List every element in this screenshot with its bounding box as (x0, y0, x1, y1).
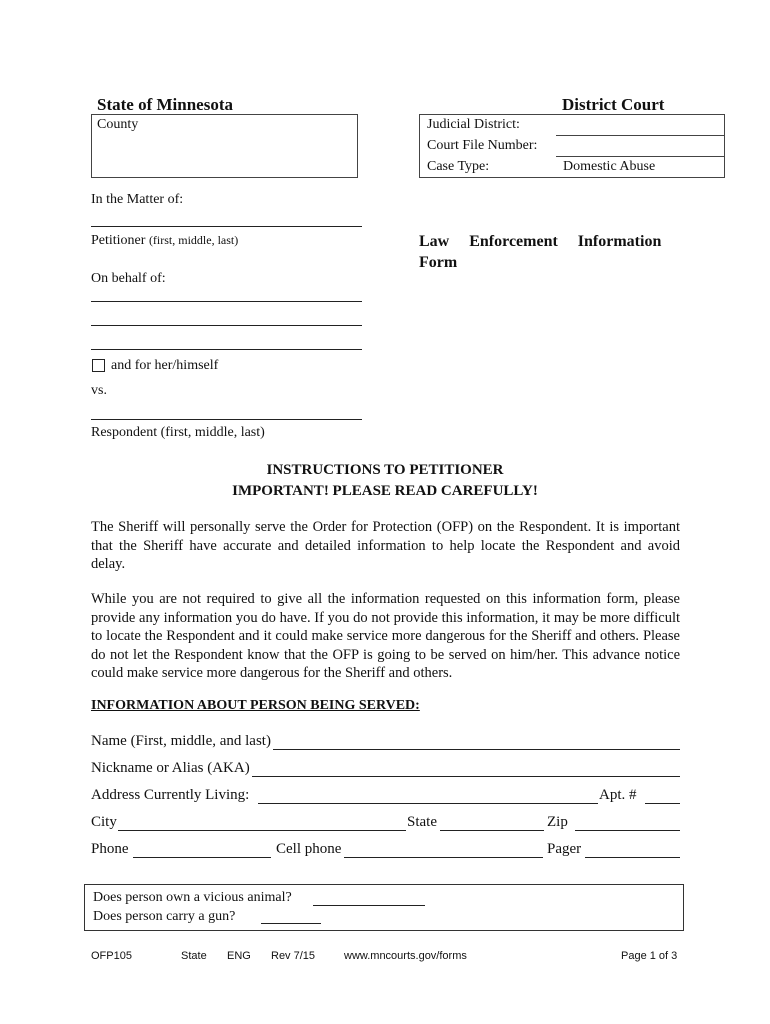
on-behalf-line-3[interactable] (91, 349, 362, 350)
name-row (91, 733, 680, 753)
alias-label: Nickname or Alias (AKA) (91, 760, 250, 776)
address-field[interactable] (258, 803, 598, 804)
carry-gun-question: Does person carry a gun? (93, 909, 236, 924)
on-behalf-line-2[interactable] (91, 325, 362, 326)
petitioner-note: (first, middle, last) (148, 233, 239, 247)
court-file-number-field[interactable] (556, 136, 724, 157)
alias-field[interactable] (252, 776, 680, 777)
footer-revision: Rev 7/15 (271, 950, 316, 962)
court-title: District Court (562, 95, 665, 114)
vs-label: vs. (91, 383, 107, 398)
judicial-district-label: Judicial District: (427, 117, 520, 132)
cell-phone-label: Cell phone (276, 841, 342, 857)
alias-row (91, 760, 680, 780)
city-label: City (91, 814, 117, 830)
judicial-district-field[interactable] (556, 115, 724, 136)
instructions-paragraph-2: While you are not required to give all the information requested on this information form, please provide any information you do have. If you do not provide this information, it may be more difficult to locate the Respondent and it could make service more dangerous for the Sheriff and others. Please do not let the Respondent know that the OFP is going to be served on him/her. This advance notice could make service more dangerous for the Sheriff and others. (91, 591, 680, 681)
in-the-matter-label: In the Matter of: (91, 192, 184, 207)
state-label: State (407, 814, 437, 830)
pager-label: Pager (547, 841, 582, 857)
apt-field[interactable] (645, 803, 680, 804)
respondent-label: Respondent (first, middle, last) (91, 425, 265, 440)
petitioner-name-line[interactable] (91, 226, 362, 227)
safety-questions-box (84, 884, 684, 931)
city-row (91, 814, 680, 834)
pager-field[interactable] (585, 857, 680, 858)
footer-language: ENG (227, 950, 251, 962)
state-field[interactable] (440, 830, 544, 831)
footer-website[interactable]: www.mncourts.gov/forms (344, 950, 467, 962)
vicious-animal-field[interactable] (313, 905, 425, 906)
case-type-label: Case Type: (427, 159, 490, 174)
form-title-line1: Law Enforcement Information (419, 233, 662, 250)
zip-label: Zip (547, 814, 568, 830)
county-label: County (97, 117, 139, 132)
address-label: Address Currently Living: (91, 787, 250, 803)
instructions-heading: INSTRUCTIONS TO PETITIONER (266, 462, 504, 478)
case-info-box (419, 114, 725, 178)
apt-label: Apt. # (599, 787, 637, 803)
petitioner-label (91, 233, 238, 249)
person-section-heading: INFORMATION ABOUT PERSON BEING SERVED: (91, 698, 420, 713)
respondent-name-line[interactable] (91, 419, 362, 420)
footer-form-code: OFP105 (91, 950, 132, 962)
cell-phone-field[interactable] (344, 857, 543, 858)
carry-gun-field[interactable] (261, 923, 321, 924)
phone-field[interactable] (133, 857, 271, 858)
city-field[interactable] (118, 830, 406, 831)
vicious-animal-question: Does person own a vicious animal? (93, 890, 292, 905)
on-behalf-line-1[interactable] (91, 301, 362, 302)
self-checkbox[interactable] (92, 359, 105, 372)
state-title: State of Minnesota (97, 95, 233, 114)
self-checkbox-label: and for her/himself (111, 358, 219, 373)
court-file-number-label: Court File Number: (427, 138, 538, 153)
name-field[interactable] (273, 749, 680, 750)
name-label: Name (First, middle, and last) (91, 733, 271, 749)
address-row (91, 787, 680, 807)
form-title-line2: Form (419, 254, 458, 271)
important-heading: IMPORTANT! PLEASE READ CAREFULLY! (232, 483, 538, 499)
footer-jurisdiction: State (181, 950, 207, 962)
footer-page-number: Page 1 of 3 (621, 950, 678, 962)
zip-field[interactable] (575, 830, 680, 831)
county-box[interactable] (91, 114, 358, 178)
phone-row (91, 841, 680, 861)
instructions-paragraph-1: The Sheriff will personally serve the Order for Protection (OFP) on the Respondent. It is important that the Sheriff have accurate and detailed information to help locate the Respondent and avoid delay. (91, 519, 680, 572)
phone-label: Phone (91, 841, 129, 857)
on-behalf-label: On behalf of: (91, 271, 166, 286)
petitioner-label-text: Petitioner (91, 233, 146, 248)
case-type-value: Domestic Abuse (563, 159, 656, 174)
